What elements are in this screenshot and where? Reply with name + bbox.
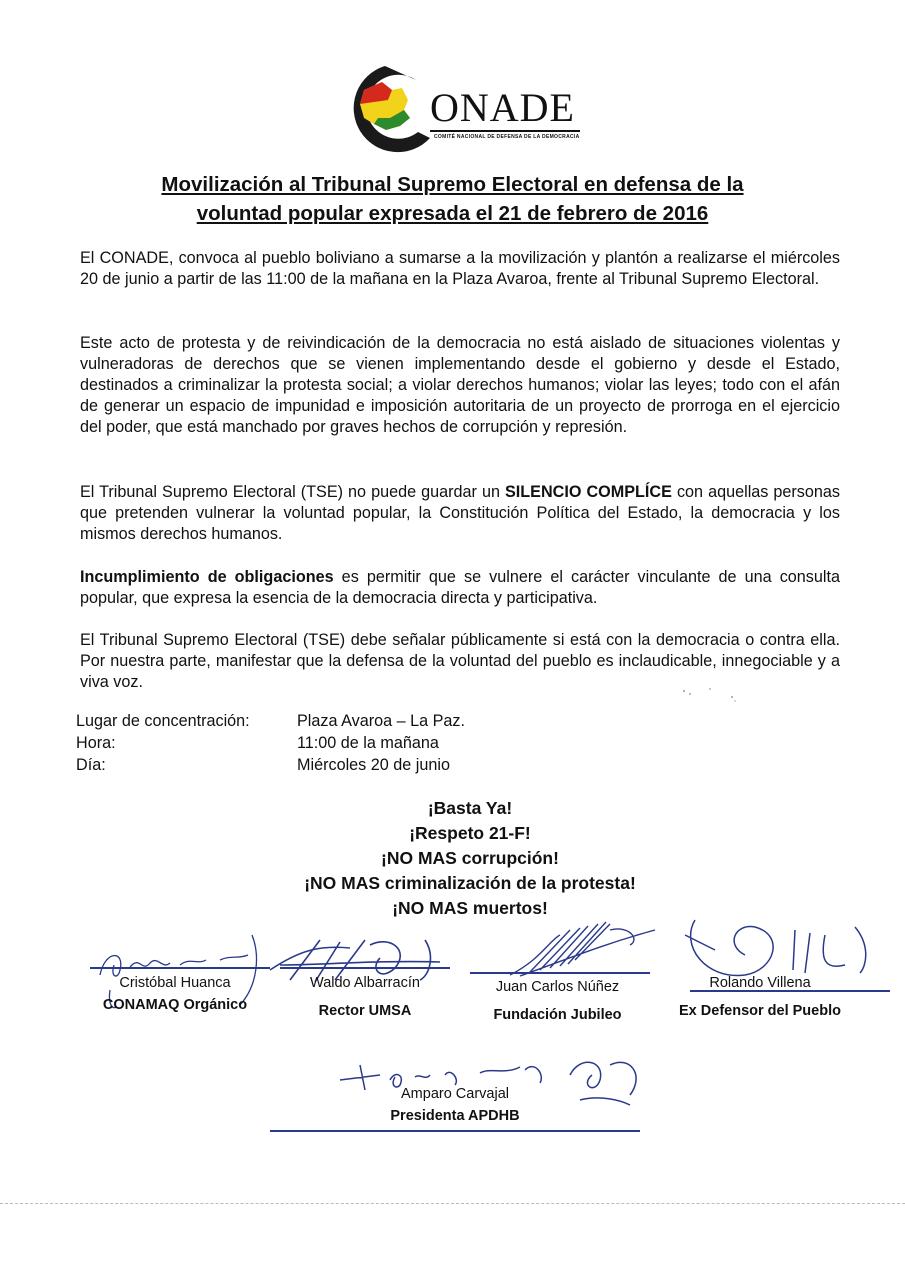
logo-wordmark: ONADE — [430, 85, 575, 130]
title-line-2: voluntad popular expresada el 21 de febrero de 2016 — [196, 202, 709, 225]
paragraph-obligaciones — [80, 567, 840, 609]
event-details — [76, 710, 465, 776]
slogan-muertos: ¡NO MAS muertos! — [392, 898, 548, 918]
page-edge-line — [0, 1203, 905, 1204]
signatory-org: Fundación Jubileo — [493, 1007, 622, 1023]
signatory-carvajal — [370, 1086, 540, 1124]
slogan-basta: ¡Basta Ya! — [427, 798, 513, 818]
p3-bold: SILENCIO COMPLÍCE — [505, 483, 672, 501]
p3-text-post: con aquellas personas que pretenden vulnerar la voluntad popular, la Constitución Política del Estado, la democracia y los mismos derechos humanos. — [80, 483, 841, 543]
place-label: Lugar de concentración: — [76, 712, 250, 730]
bolivia-map-emblem — [330, 60, 440, 160]
day-value: Miércoles 20 de junio — [297, 756, 450, 774]
paragraph-tse-statement: El Tribunal Supremo Electoral (TSE) debe señalar públicamente si está con la democracia o contra ella. Por nuestra parte, manifestar que la defensa de la voluntad del pueblo es inclaudicable, innegociable y a viva voz. — [80, 631, 840, 691]
signatory-name: Juan Carlos Núñez — [495, 979, 620, 995]
detail-row-day — [76, 754, 465, 776]
slogan-respeto: ¡Respeto 21-F! — [409, 823, 531, 843]
slogan-criminalizacion: ¡NO MAS criminalización de la protesta! — [304, 873, 636, 893]
signatory-org: CONAMAQ Orgánico — [102, 997, 248, 1013]
day-label: Día: — [76, 756, 106, 774]
paragraph-protest-context: Este acto de protesta y de reivindicación de la democracia no está aislado de situaciones violentas y vulneradoras de derechos que se vienen implementando desde el gobierno y desde el Estado, destinados a criminalizar la protesta social; a violar derechos humanos; violar las leyes; todo con el afán de generar un espacio de impunidad e imposición autoritaria de un proyecto de prorroga en el ejercicio del poder, que está manchado por graves hechos de corrupción y represión. — [80, 334, 840, 436]
time-value: 11:00 de la mañana — [297, 734, 439, 752]
signatory-org: Ex Defensor del Pueblo — [679, 1003, 841, 1019]
signatory-villena — [660, 975, 860, 1019]
signatory-name: Amparo Carvajal — [401, 1086, 509, 1102]
logo-tagline: COMITÉ NACIONAL DE DEFENSA DE LA DEMOCRACIA — [434, 134, 580, 140]
signature-line-huanca — [90, 967, 270, 969]
detail-row-place — [76, 710, 465, 732]
detail-row-time — [76, 732, 465, 754]
paragraph-silencio — [80, 482, 840, 545]
place-value: Plaza Avaroa – La Paz. — [297, 712, 465, 730]
signatory-org: Rector UMSA — [318, 1003, 412, 1019]
signature-scribble-nunez — [480, 900, 680, 990]
title-line-1: Movilización al Tribunal Supremo Electoral en defensa de la — [161, 173, 744, 196]
signatory-name: Cristóbal Huanca — [119, 975, 231, 991]
p4-bold: Incumplimiento de obligaciones — [80, 568, 334, 586]
p4-text-post: es permitir que se vulnere el carácter vinculante de una consulta popular, que expresa la esencia de la democracia directa y participativa. — [80, 568, 840, 607]
conade-logo — [330, 60, 590, 160]
p3-text-pre: El Tribunal Supremo Electoral (TSE) no puede guardar un — [80, 483, 505, 501]
signatory-name: Waldo Albarracín — [310, 975, 420, 991]
signatory-albarracin — [280, 975, 450, 1019]
signatory-huanca — [85, 975, 265, 1013]
slogan-corrupcion: ¡NO MAS corrupción! — [381, 848, 559, 868]
signatory-name: Rolando Villena — [709, 975, 811, 991]
signature-line-carvajal — [270, 1130, 640, 1132]
logo-underline — [430, 130, 580, 132]
paragraph-convocation: El CONADE, convoca al pueblo boliviano a sumarse a la movilización y plantón a realizarse el miércoles 20 de junio a partir de las 11:00 de la mañana en la Plaza Avaroa, frente al Tribunal Supremo Electoral. — [80, 249, 840, 288]
signature-line-nunez — [470, 972, 650, 974]
time-label: Hora: — [76, 734, 116, 752]
speckle-marks — [680, 685, 740, 705]
signatory-org: Presidenta APDHB — [390, 1108, 520, 1124]
signatory-nunez — [465, 979, 650, 1023]
page-title — [100, 170, 805, 228]
signature-line-albarracin — [280, 967, 450, 969]
